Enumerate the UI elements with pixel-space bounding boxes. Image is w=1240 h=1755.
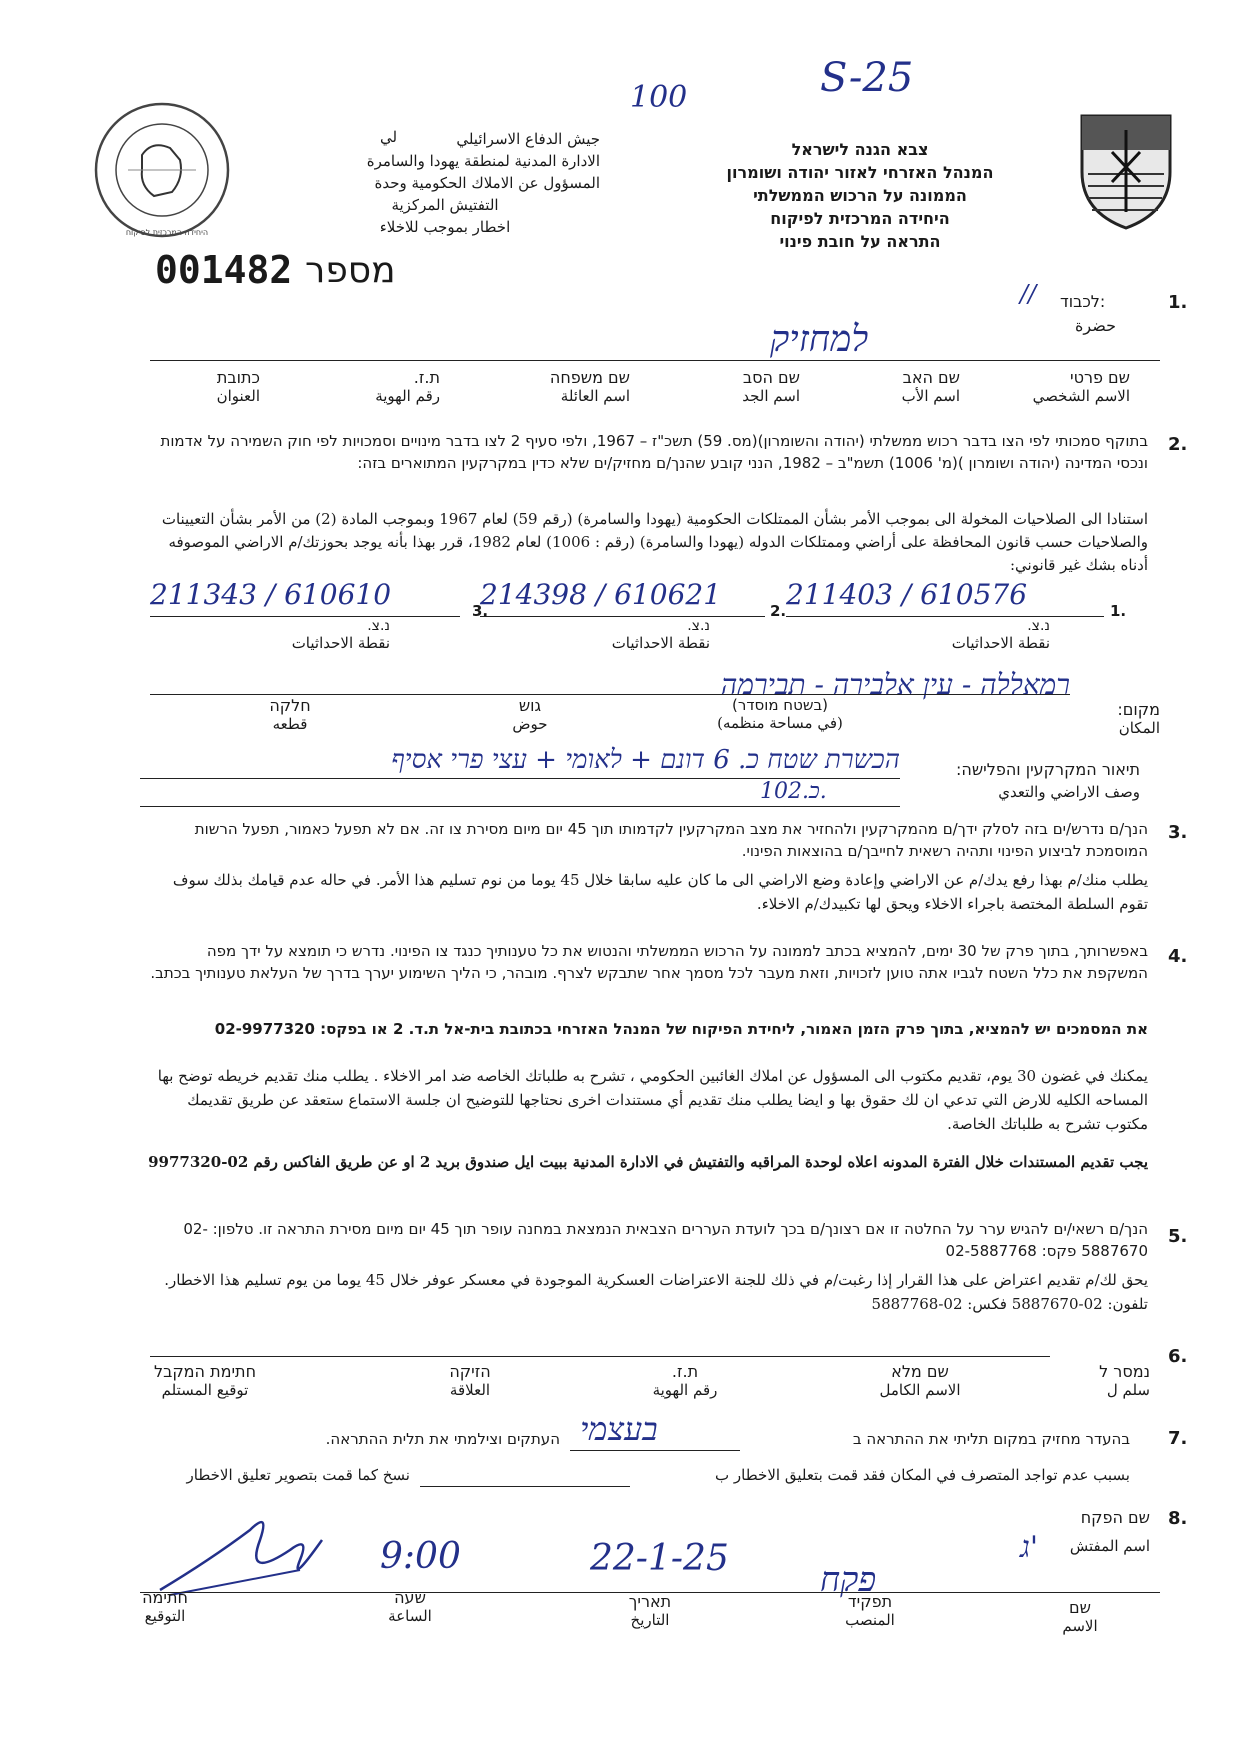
coord-index: 3. [472,602,489,620]
handwritten-number: 100 [630,80,688,115]
parcel-label-ar: قطعه [272,715,308,733]
coord-line [480,616,765,617]
section-7-hebrew-b: העתקים וצילמתי את תלית ההתראה. [325,1430,560,1448]
idf-emblem [1078,112,1174,232]
col-label-ar: العنوان [216,387,260,405]
stamp-text: היחידה המרכזית לפיקוח [125,228,209,237]
col-family-name [510,368,630,405]
hebrew-header-line: התראה על חובת פינוי [779,232,941,251]
parcel-label [260,696,320,733]
section-2-hebrew: בתוקף סמכותי לפי הצו בדבר רכוש ממשלתי (יהודה והשומרון)(מס. 59) תשכ"ז – 1967, ולפי סעיף 2 לצו בדבר מינויים וסמכויות לפי חוק השמירה על אדמות ונכסי המדינה (יהודה ושומרון )(מ' 1006) תשמ"ב – 1982, הנני קובע שהנך/ם מחזיק/ים שלא כדין במקרקעין המתוארים בזה: [160,432,1148,472]
recipient-line [150,360,1160,361]
coord-1-label [890,618,1050,652]
place-line [150,694,1070,695]
section-7-arabic-b: نسخ كما قمت بتصوير تعليق الاخطار [186,1466,410,1484]
section-3-number: 3. [1168,822,1188,843]
to-handwritten: // [1020,280,1037,308]
section-7-number: 7. [1168,1428,1188,1449]
place-label [1060,700,1160,737]
coord-label-ar: نقطة الاحداثيات [951,634,1050,652]
time-handwritten: 9:00 [380,1536,461,1577]
delivered-label-ar: سلم ل [1106,1381,1150,1399]
col-father-name [840,368,960,405]
col-id [630,1362,740,1399]
to-label-ar: حضرة [1075,316,1116,335]
col-id-number [350,368,440,405]
col-label-he: תפקיד [847,1592,893,1611]
coord-label-ar: نقطة الاحداثيات [291,634,390,652]
coord-label-ar: نقطة الاحداثيات [611,634,710,652]
copies-line [570,1450,740,1451]
col-label-ar: رقم الهوية [652,1381,718,1399]
description-handwritten-2: כ.102. [760,779,827,804]
arabic-header-line: المسؤول عن الاملاك الحكومية وحدة [374,174,600,192]
col-label-ar: التوقيع [144,1607,186,1625]
inspector-signature [150,1500,330,1600]
block-label [500,696,560,733]
description-label [900,760,1140,801]
col-label-he: שם [1069,1598,1091,1617]
section-1-number: 1. [1168,292,1188,313]
col-label-he: שעה [394,1588,426,1607]
section-3-hebrew: הנך/ם נדרש/ים בזה לסלק ידך/ם מהמקרקעין ולהחזיר את מצב המקרקעין לקדמותו תוך 45 יום מיום מסירת צו זה. אם לא תפעל כאמור, תפעל הרשות המוסמכת לביצוע הפינוי ותהיה רשאית לחייבך/ם בהוצאות הפינוי. [194,820,1148,860]
section-4-hebrew-bold: את המסמכים יש להמציא, בתוך פרק הזמן האמור, ליחידת הפיקוח של המנהל האזרחי בכתובת בית-אל ת.ד. 2 או בפקס: 02-9977320 [214,1020,1148,1038]
col-label-ar: الساعة [388,1607,432,1625]
col-label-he: חתימה [142,1588,188,1607]
coord-2-label [550,618,710,652]
handwritten-code: S-25 [820,55,914,101]
section-5-arabic: يحق لك/م تقديم اعتراض على هذا القرار إذا رغبت/م في ذلك للجنة الاعتراضات العسكرية الموجودة في معسكر عوفر خلال 45 يوما من يوم تسليم هذا الاخطار. تلفون: 02-5887670 فكس: 02-5887768 [164,1271,1148,1313]
col-label-he: שם האב [902,368,960,387]
place-label-ar: المكان [1118,719,1160,737]
inspector-handwritten: ג' [1020,1530,1039,1565]
description-handwritten: הכשרת שטח כ. 6 דונם + לאומי + עצי פרי אסיף [391,745,900,775]
col-label-he: שם משפחה [549,368,630,387]
col-label-he: ת.ז. [413,368,440,387]
coord-line [150,616,460,617]
section-7-hebrew-a: בהעדר מחזיק במקום תליתי את ההתראה ב [852,1430,1130,1448]
section-5-hebrew: הנך/ם רשאי/ים להגיש ערר על החלטה זו אם רצונך/ם בכך לועדת העררים הצבאית הנמצאת במחנה עופר תוך 45 יום מיום מסירת התראה זו. טלפון: 02-5887670 פקס: 02-5887768 [183,1220,1148,1260]
inspector-label-ar: اسم المفتش [1069,1537,1150,1555]
settled-label-ar: (في مساحة منظمه) [717,714,843,732]
delivered-label-he: נמסר ל [1099,1362,1150,1381]
arabic-header-line: الادارة المدنية لمنطقة يهودا والسامرة [366,152,600,170]
coord-1-handwritten: 211403 / 610576 [786,578,1028,611]
stamp-seal-icon [92,100,232,240]
section-2-number: 2. [1168,434,1188,455]
col-time [370,1588,450,1625]
hebrew-header-line: הממונה על הרכוש הממשלתי [753,186,967,205]
col-role [830,1592,910,1629]
hebrew-header-line: היחידה המרכזית לפיקוח [770,209,950,228]
description-line [140,806,900,807]
col-signature [125,1588,205,1625]
col-name [1050,1598,1110,1635]
section-2-arabic: استنادا الى الصلاحيات المخولة الى بموجب الأمر بشأن الممتلكات الحكومية (يهودا والسامرة) (رقم 59) لعام 1967 وبموجب المادة (2) من الأمر بشأن التعيينات والصلاحيات حسب قانون المحافظة على أراضي وممتلكات الدوله (يهودا والسامرة) (رقم : 1006) لعام 1982، قرر بهذا بأنه يوجد بحوزتك/م الاراضي الموصوفه أدناه بشك غير قانوني: [161,510,1148,574]
col-first-name [1000,368,1130,405]
col-label-ar: الاسم الشخصي [1032,387,1130,405]
col-label-he: ת.ז. [671,1362,699,1381]
place-handwritten: רמאללה - עין אלבירה - תבירמה [720,668,1070,701]
copies-handwritten: בעצמי [580,1410,658,1448]
coord-label-he: נ.צ. [687,618,710,634]
copies-line-ar [420,1486,630,1487]
col-label-he: כתובת [216,368,260,387]
section-8-number: 8. [1168,1508,1188,1529]
col-label-ar: اسم الجد [742,387,800,405]
col-label-ar: اسم الأب [901,387,960,405]
settled-label [700,696,860,732]
description-label-ar: وصف الاراضي والتعدي [998,783,1140,801]
section-4-arabic-bold: يجب تقديم المستندات خلال الفترة المدونه اعلاه لوحدة المراقبه والتفتيش في الادارة المدنية ببيت ايل صندوق بريد 2 او عن طريق الفاكس رقم 02-9977320 [148,1153,1148,1171]
section-4-hebrew: באפשרותך, בתוך פרק של 30 ימים, להמציא בכתב לממונה על הרכוש הממשלתי והנטוש את כל טענותיך כנגד צו הפינוי. נדרש כי תומצא על ידך מפה המשקפת את כלל השטח לגביו אתה טוען לזכויות, וזאת מעבר לכל מסמך אחר שתבקש לצרף. מובהר, כי הליך השימוע יערך בדרך של העלאת טענותיך בכתב. [150,942,1148,982]
arabic-header-note: لي [380,128,398,146]
block-label-he: גוש [518,696,542,715]
coord-3-handwritten: 211343 / 610610 [150,578,392,611]
section-6-number: 6. [1168,1346,1188,1367]
col-label-he: שם פרטי [1069,368,1130,387]
signature-icon [150,1500,330,1600]
document-number-label: מספר [305,250,396,291]
col-label-ar: العلاقة [449,1381,491,1399]
col-recipient-signature [130,1362,280,1399]
col-label-he: שם הסב [742,368,800,387]
section-4-number: 4. [1168,946,1188,967]
col-full-name [860,1362,980,1399]
hebrew-header-line: המנהל האזרחי לאזור יהודה ושומרון [726,163,994,182]
hebrew-header [680,138,1040,253]
hebrew-header-line: צבא הגנה לישראל [791,140,929,159]
col-label-ar: التاريخ [630,1611,670,1629]
arabic-header-line: جيش الدفاع الاسرائيلي [456,130,600,148]
role-handwritten: פקח [820,1560,877,1600]
arabic-header [290,128,600,238]
coord-index: 2. [770,602,787,620]
date-handwritten: 22-1-25 [590,1538,729,1579]
coordinates-row [150,578,1150,658]
col-label-ar: المنصب [845,1611,895,1629]
col-label-ar: رقم الهوية [375,387,440,405]
col-date [610,1592,690,1629]
col-label-ar: الاسم [1062,1617,1098,1635]
coord-index: 1. [1110,602,1127,620]
parcel-label-he: חלקה [269,696,311,715]
document-number: 001482 [155,248,293,292]
col-address [170,368,260,405]
delivered-to-label [1040,1362,1150,1399]
coord-label-he: נ.צ. [367,618,390,634]
settled-label-he: (בשטח מוסדר) [732,696,828,714]
idf-emblem-icon [1078,112,1174,232]
col-label-he: תאריך [628,1592,672,1611]
arabic-header-line: اخطار بموجب للاخلاء [379,218,511,236]
block-label-ar: حوض [512,715,548,733]
col-label-ar: توقيع المستلم [161,1381,249,1399]
col-relation [420,1362,520,1399]
col-grandfather-name [690,368,800,405]
coord-line [786,616,1104,617]
arabic-header-line: التفتيش المركزية [391,196,499,214]
delivery-line [150,1356,1050,1357]
section-3-arabic: يطلب منك/م بهذا رفع يدك/م عن الاراضي وإعادة وضع الاراضي الى ما كان عليه سابقا خلال 45 يوما من نوم تسليم هذا الأمر. في حاله عدم قيامك بذلك سوف تقوم السلطة المختصة باجراء الاخلاء ويحق لها تكبيدك/م الاخلاء. [172,871,1148,913]
col-label-he: הזיקה [449,1362,491,1381]
coord-label-he: נ.צ. [1027,618,1050,634]
unit-stamp [92,100,232,240]
section-5-number: 5. [1168,1226,1188,1247]
recipient-handwritten: למחזיק [770,319,869,360]
coord-2-handwritten: 214398 / 610621 [480,578,722,611]
to-label: לכבוד: [1060,292,1106,311]
inspector-label-he: שם הפקח [1080,1508,1150,1527]
section-7-arabic: بسبب عدم تواجد المتصرف في المكان فقد قمت بتعليق الاخطار ب [715,1466,1130,1484]
description-label-he: תיאור המקרקעין והפלישה: [955,760,1140,779]
section-4-arabic: يمكنك في غضون 30 يوم، تقديم مكتوب الى المسؤول عن املاك الغائبين الحكومي ، تشرح به طلباتك الخاصه ضد امر الاخلاء . يطلب منك تقديم خريطه توضح بها المساحه الكليه للارض التي تدعي ان لك حقوق بها و ايضا يطلب منك تقديم أي مستندات اخرى نحتاجها للتوضيح ان جلسة الاستماع ستعقد عن طريق تقديمك مكتوب تشرح به طلباتك الخاصة. [157,1067,1148,1133]
col-label-he: חתימת המקבל [153,1362,257,1381]
place-label-he: מקום: [1117,700,1160,719]
coord-3-label [230,618,390,652]
col-label-he: שם מלא [891,1362,949,1381]
col-label-ar: الاسم الكامل [879,1381,961,1399]
col-label-ar: اسم العائلة [560,387,630,405]
